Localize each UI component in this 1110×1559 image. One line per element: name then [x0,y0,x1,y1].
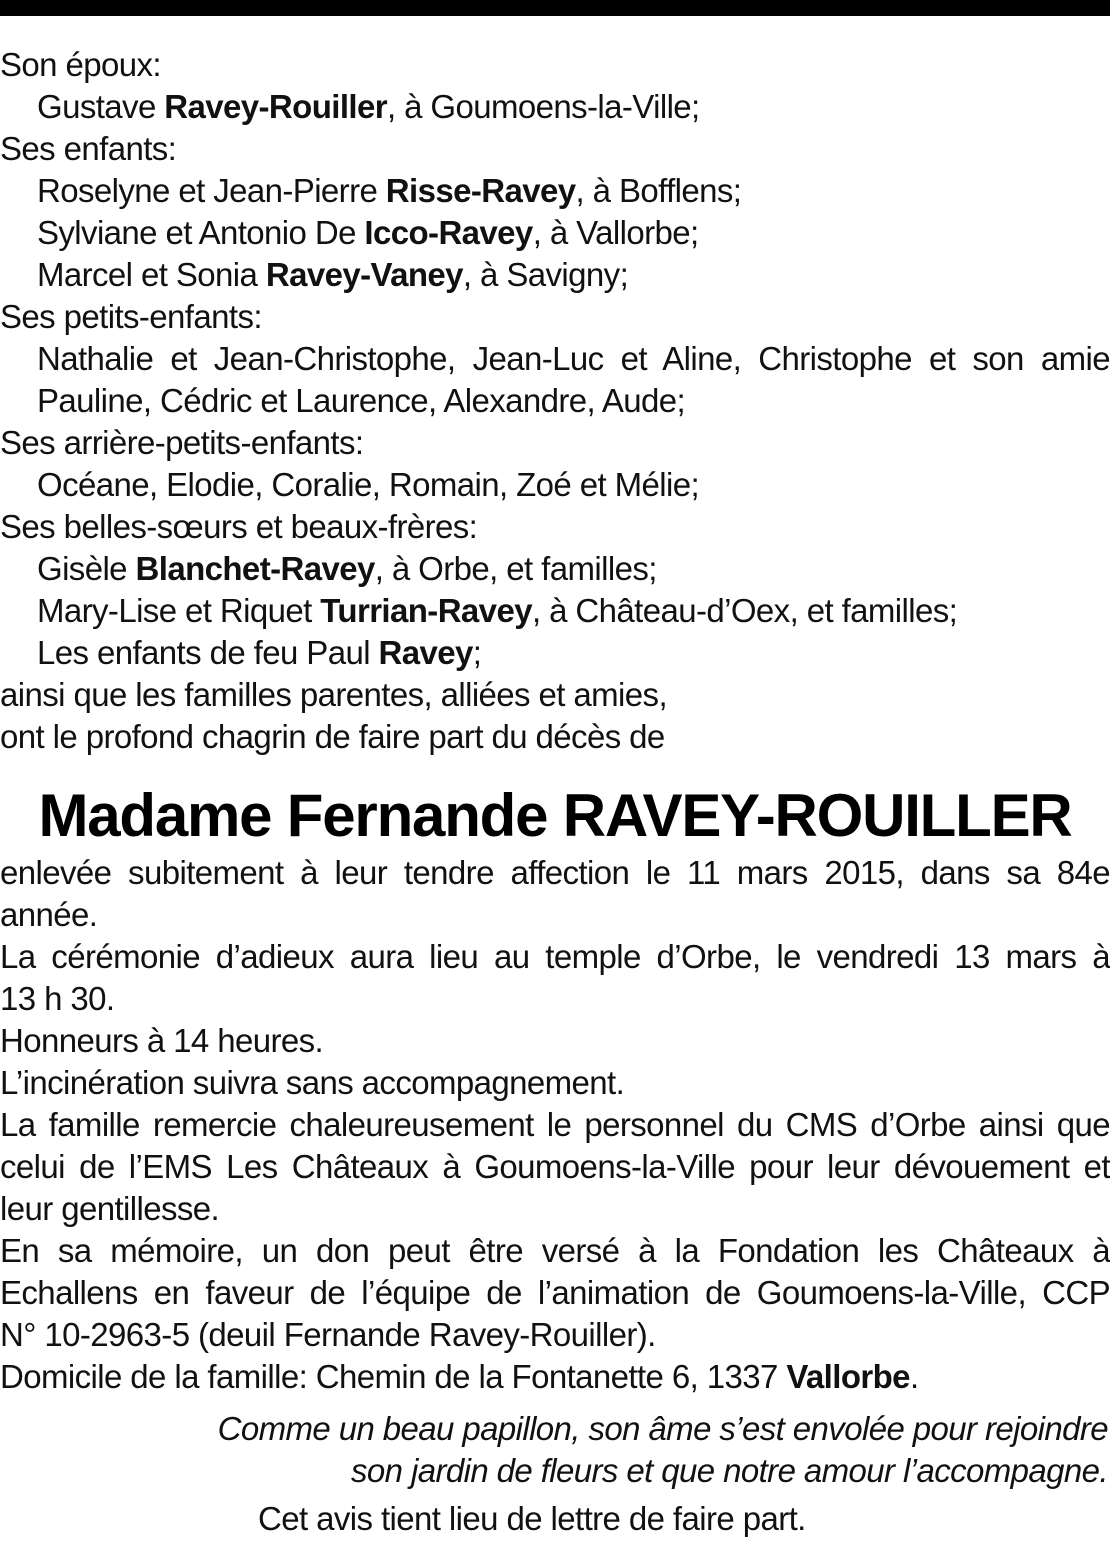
domicile-city: Vallorbe [786,1358,910,1395]
in-law-line: Les enfants de feu Paul Ravey; [37,634,482,671]
surname: Ravey [378,634,473,671]
incineration-line: L’incinération suivra sans accompagnement. [0,1064,625,1101]
obituary-notice [0,44,1110,1540]
honours-line: Honneurs à 14 heures. [0,1022,324,1059]
in-law-line: Gisèle Blanchet-Ravey, à Orbe, et familles; [37,550,657,587]
domicile-line: Domicile de la famille: Chemin de la Fontanette 6, 1337 Vallorbe. [0,1358,919,1395]
closing-notice: Cet avis tient lieu de lettre de faire part. [258,1500,806,1537]
spouse-line: Gustave Ravey-Rouiller, à Goumoens-la-Ville; [37,88,700,125]
relatives-line: ainsi que les familles parentes, alliées et amies, [0,676,668,713]
great-grandchildren-line: Océane, Elodie, Coralie, Romain, Zoé et Mélie; [37,466,700,503]
quote-line: Comme un beau papillon, son âme s’est envolée pour rejoindre [217,1410,1108,1447]
donation-line: En sa mémoire, un don peut être versé à la Fondation les Châteaux à [0,1232,1110,1269]
in-law-line: Mary-Lise et Riquet Turrian-Ravey, à Château-d’Oex, et familles; [37,592,958,629]
thanks-line: celui de l’EMS Les Châteaux à Goumoens-la-Ville pour leur dévouement et [0,1148,1110,1185]
passing-line: enlevée subitement à leur tendre affection le 11 mars 2015, dans sa 84e [0,854,1110,891]
grandchildren-line: Nathalie et Jean-Christophe, Jean-Luc et Aline, Christophe et son amie [37,340,1110,377]
surname: Ravey-Vaney [265,256,463,293]
top-border-rule [0,0,1110,16]
donation-line: Echallens en faveur de l’équipe de l’animation de Goumoens-la-Ville, CCP [0,1274,1110,1311]
in-laws-heading: Ses belles-sœurs et beaux-frères: [0,508,478,545]
thanks-line: La famille remercie chaleureusement le personnel du CMS d’Orbe ainsi que [0,1106,1110,1143]
surname: Blanchet-Ravey [135,550,375,587]
child-line: Marcel et Sonia Ravey-Vaney, à Savigny; [37,256,629,293]
announcement-line: ont le profond chagrin de faire part du décès de [0,718,665,755]
child-line: Roselyne et Jean-Pierre Risse-Ravey, à Bofflens; [37,172,742,209]
grandchildren-heading: Ses petits-enfants: [0,298,262,335]
deceased-name: Madame Fernande RAVEY-ROUILLER [38,782,1072,849]
ceremony-line: 13 h 30. [0,980,115,1017]
spacer [0,1398,1110,1408]
spouse-heading: Son époux: [0,46,161,83]
surname: Icco-Ravey [364,214,533,251]
grandchildren-line: Pauline, Cédric et Laurence, Alexandre, Aude; [37,382,686,419]
donation-line: N° 10-2963-5 (deuil Fernande Ravey-Rouiller). [0,1316,656,1353]
children-heading: Ses enfants: [0,130,177,167]
quote-line: son jardin de fleurs et que notre amour l’accompagne. [351,1452,1108,1489]
surname: Turrian-Ravey [320,592,532,629]
ceremony-line: La cérémonie d’adieux aura lieu au temple d’Orbe, le vendredi 13 mars à [0,938,1110,975]
great-grandchildren-heading: Ses arrière-petits-enfants: [0,424,364,461]
child-line: Sylviane et Antonio De Icco-Ravey, à Vallorbe; [37,214,699,251]
thanks-line: leur gentillesse. [0,1190,220,1227]
surname: Risse-Ravey [385,172,576,209]
passing-line: année. [0,896,98,933]
surname: Ravey-Rouiller [164,88,387,125]
